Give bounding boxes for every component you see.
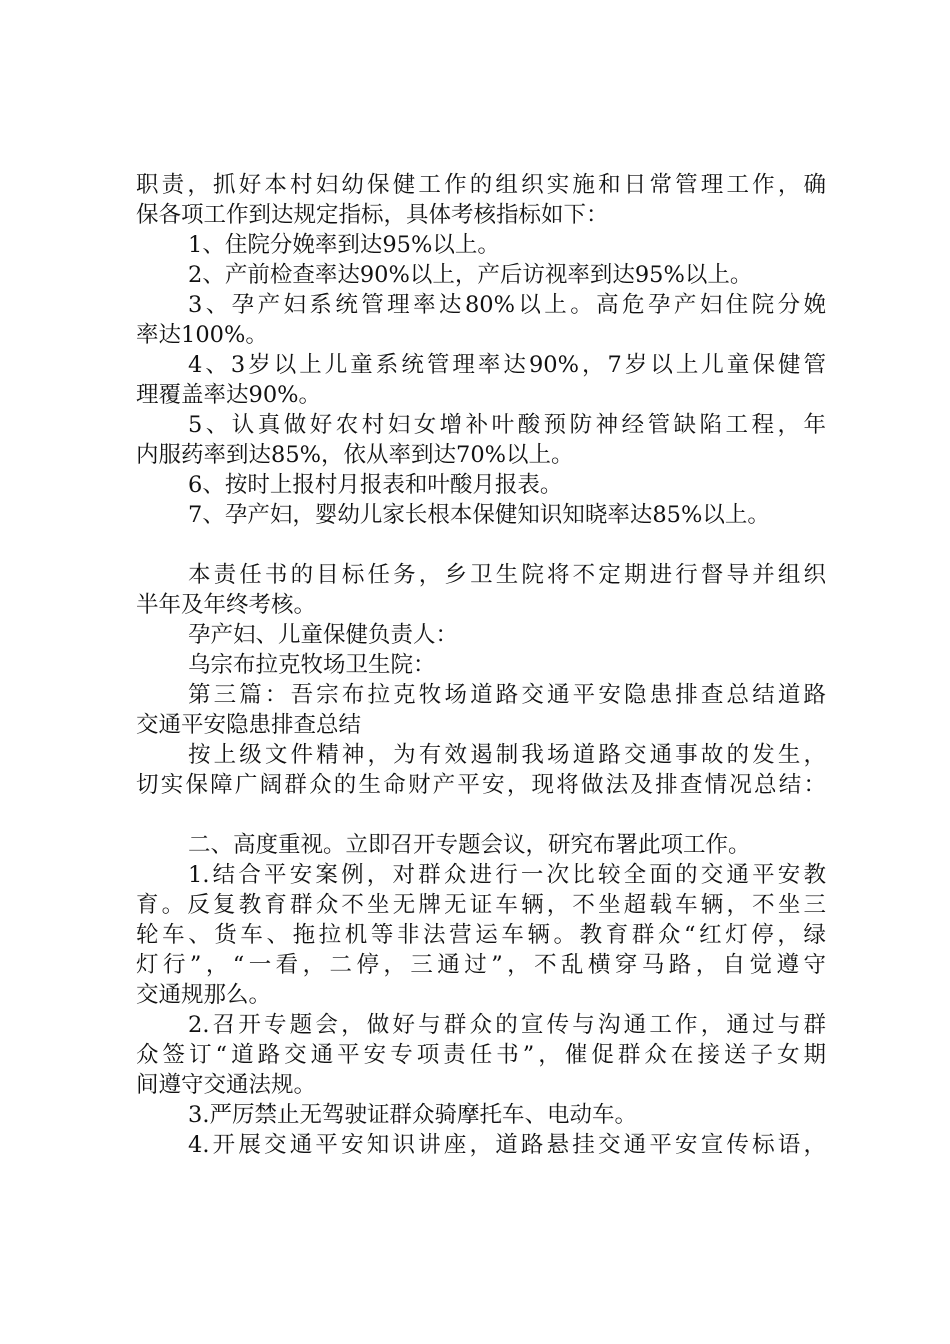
- paragraph-gap: [136, 800, 826, 830]
- paragraph-line: 本责任书的目标任务，乡卫生院将不定期进行督导并组织: [188, 562, 826, 588]
- list-item-1-cont: 交通规那么。: [136, 982, 272, 1008]
- paragraph-line: 保各项工作到达规定指标，具体考核指标如下：: [136, 202, 609, 228]
- list-item-4: 4、3岁以上儿童系统管理率达90%，7岁以上儿童保健管: [188, 352, 826, 378]
- list-item-1: 1.结合平安案例，对群众进行一次比较全面的交通平安教: [188, 862, 826, 888]
- list-item-1-cont: 灯行”，“一看，二停，三通过”，不乱横穿马路，自觉遵守: [136, 952, 826, 978]
- paragraph-gap: [136, 530, 826, 560]
- list-item-5-cont: 内服药率到达85%，依从率到达70%以上。: [136, 442, 574, 468]
- list-item-1-cont: 轮车、货车、拖拉机等非法营运车辆。教育群众“红灯停，绿: [136, 922, 826, 948]
- paragraph-line: 按上级文件精神，为有效遏制我场道路交通事故的发生，: [188, 742, 826, 768]
- document-body: [136, 170, 826, 1160]
- paragraph-line: 半年及年终考核。: [136, 592, 317, 618]
- list-item-3-cont: 率达100%。: [136, 322, 268, 348]
- list-item-7: 7、孕产妇，婴幼儿家长根本保健知识知晓率达85%以上。: [188, 502, 770, 528]
- list-item-3: 3、孕产妇系统管理率达80%以上。高危孕产妇住院分娩: [188, 292, 826, 318]
- signature-line-hospital: 乌宗布拉克牧场卫生院：: [188, 652, 436, 678]
- signature-line-responsible: 孕产妇、儿童保健负责人：: [188, 622, 459, 648]
- list-item-4-cont: 理覆盖率达90%。: [136, 382, 322, 408]
- paragraph-line: 职责，抓好本村妇幼保健工作的组织实施和日常管理工作，确: [136, 172, 826, 198]
- list-item-3: 3.严厉禁止无驾驶证群众骑摩托车、电动车。: [188, 1102, 637, 1128]
- list-item-4: 4.开展交通平安知识讲座，道路悬挂交通平安宣传标语，: [188, 1132, 826, 1158]
- list-item-2: 2、产前检查率达90%以上，产后访视率到达95%以上。: [188, 262, 753, 288]
- list-item-2-cont: 间遵守交通法规。: [136, 1072, 317, 1098]
- list-item-1-cont: 育。反复教育群众不坐无牌无证车辆，不坐超载车辆，不坐三: [136, 892, 826, 918]
- list-item-6: 6、按时上报村月报表和叶酸月报表。: [188, 472, 563, 498]
- section-heading: 二、高度重视。立即召开专题会议，研究布署此项工作。: [188, 832, 751, 858]
- paragraph-line: 切实保障广阔群众的生命财产平安，现将做法及排查情况总结：: [136, 772, 826, 798]
- section-title-cont: 交通平安隐患排查总结: [136, 712, 362, 738]
- list-item-5: 5、认真做好农村妇女增补叶酸预防神经管缺陷工程，年: [188, 412, 826, 438]
- list-item-1: 1、住院分娩率到达95%以上。: [188, 232, 500, 258]
- list-item-2-cont: 众签订“道路交通平安专项责任书”，催促群众在接送子女期: [136, 1042, 826, 1068]
- section-title: 第三篇：吾宗布拉克牧场道路交通平安隐患排查总结道路: [188, 682, 826, 708]
- list-item-2: 2.召开专题会，做好与群众的宣传与沟通工作，通过与群: [188, 1012, 826, 1038]
